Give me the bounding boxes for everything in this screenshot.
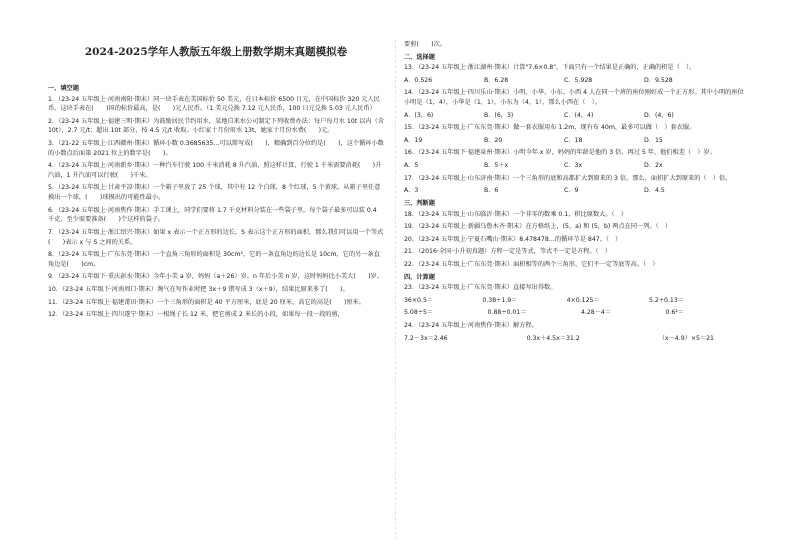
- section-heading-fill-blank: 一、填空题: [48, 85, 79, 92]
- equation-item: 7.2－3x＝2.46: [404, 334, 448, 342]
- calc-item: 5.08÷5＝: [404, 309, 434, 317]
- option-b: B．5＋x: [484, 162, 509, 170]
- right-column: [404, 40, 744, 346]
- option-c: C．5.928: [564, 76, 593, 84]
- question-16-options: [404, 161, 744, 171]
- option-b: B．20: [484, 136, 503, 144]
- column-divider: [395, 40, 396, 540]
- section-heading-true-false: 三、判断题: [404, 199, 435, 207]
- question-15: 15．（23-24 五年级上·广东东莞·期末）做一套衣服用布 1.2m，现有布 40m，最多可以做（ ）套衣服。: [404, 124, 696, 132]
- question-23-row-1: [404, 296, 744, 306]
- calc-item: 0.88÷0.01＝: [487, 309, 527, 317]
- question-9: 9．（23-24 五年级下·重庆彭水·期末）今年小美 a 岁，妈妈（a＋26）岁。n 年后小美 n 岁，这时妈妈比小美大( )岁。: [48, 273, 383, 281]
- calc-item: 5.2÷0.13＝: [648, 296, 684, 304]
- option-d: D．4.5: [644, 187, 665, 195]
- option-a: A．19: [404, 136, 423, 144]
- calc-item: 36×0.5＝: [404, 296, 434, 304]
- question-17-options: [404, 186, 744, 196]
- calc-item: 4×0.125＝: [566, 296, 600, 304]
- question-19: 19．（23-24 五年级上·新疆乌鲁木齐·期末）在方格纸上，(5，a) 和 (5，b) 两点在同一列。（ ）: [404, 223, 672, 231]
- option-c: C．(4，4): [564, 111, 594, 119]
- question-5: 5．（23-24 五年级上·甘肃平凉·期末）一个箱子里放了 25 个球，其中有 12 个白球，8 个红球，5 个黄球。从箱子里任意摸出一个球，( )球摸出的可能性最小。: [48, 184, 381, 202]
- question-13-options: [404, 76, 744, 86]
- question-22: 22．（23-24 五年级上·广东东莞·期末）面积相等的两个三角形，它们不一定等底等高。（ ）: [404, 260, 659, 268]
- option-c: C．3x: [564, 162, 583, 170]
- question-17: 17．（23-24 五年级上·山东济南·期末）一个三角形的底和高都扩大到原来的 3 倍，那么，面积扩大到原来的（ ）倍。: [404, 174, 732, 182]
- option-c: C．18: [564, 136, 583, 144]
- question-24-equations: [404, 334, 744, 344]
- calc-item: 4.28－4＝: [580, 309, 612, 317]
- question-12-continued: 要剪( )次。: [404, 41, 446, 48]
- option-a: A．5: [404, 162, 419, 170]
- question-7: 7．（23-24 五年级上·浙江绍兴·期末）如果 x 表示一个正方形的边长，S 表示这个正方形的面积，那么我们可以用一个等式( )表示 x 与 S 之间的关系。: [48, 228, 384, 246]
- question-1: 1．（23-24 五年级上·河南南阳·期末）同一块手表在美国标价 50 美元，在日本标价 6500 日元，在中国标价 320 元人民币。这块手表在( )国的标价最高，是( )元人民币。（1 美元兑换 7.12 元人民币，100 日元兑换 5.03 元人民币）: [48, 95, 380, 113]
- left-column: [48, 82, 384, 323]
- question-10: 10．（23-24 五年级下·河南周口·期末）淘气在写作业时把 3x＋9 错写成 3（x＋9），结果比原来多了( )。: [48, 285, 349, 293]
- calc-item: 0.38÷1.9＝: [482, 296, 518, 304]
- question-4: 4．（23-24 五年级上·河南新乡·期末）一种汽车行驶 100 千米消耗 8 升汽油，照这样计算，行驶 1 千米需要消耗( )升汽油，1 升汽油可以行驶( )千米。: [48, 162, 382, 179]
- question-23: 23．（23-24 五年级上·广东东莞·期末）直接写出得数。: [404, 284, 557, 292]
- question-16: 16．（23-24 五年级下·福建泉州·期末）小明今年 x 岁，妈妈的年龄是他的 3 倍，再过 5 年，他们相差（ ）岁。: [404, 149, 716, 157]
- equation-item: 0.3x＋4.5x＝31.2: [526, 334, 580, 342]
- page-title: 2024-2025学年人教版五年级上册数学期末真题模拟卷: [84, 46, 348, 58]
- question-11: 11．（23-24 五年级上·福建莆田·期末）一个三角形的面积是 40 平方厘米，底是 20 厘米，高它的高是( )厘米。: [48, 298, 365, 306]
- question-23-row-2: [404, 308, 744, 318]
- option-b: B．(6，3): [484, 111, 514, 119]
- section-heading-calculation: 四、计算题: [404, 273, 435, 281]
- question-12: 12．（23-24 五年级上·四川遂宁·期末）一根绳子长 12 米，把它剪成 2 米长的小段，如果每一段一段的剪，: [48, 311, 344, 319]
- question-24: 24．（23-24 五年级上·河南焦作·期末）解方程。: [404, 322, 538, 330]
- option-b: B．6.28: [484, 76, 509, 84]
- option-d: D．9.528: [644, 76, 673, 84]
- question-15-options: [404, 136, 744, 146]
- question-21: 21．（2016·全国·小升初真题）方程一定是等式，等式不一定是方程。（ ）: [404, 248, 611, 256]
- option-a: A．0.526: [404, 76, 433, 84]
- option-d: D．(4，6): [644, 111, 674, 119]
- calc-item: 0.6²＝: [665, 309, 684, 317]
- question-14-options: [404, 111, 744, 121]
- option-a: A．(3，6): [404, 111, 434, 119]
- question-3: 3．（21-22 五年级上·江西赣州·期末）循环小数 0.3685635…可以简写成( )，精确到百分位约是( )，这个循环小数的小数点后面第 2021 位上的数字是( )。: [48, 140, 384, 157]
- question-14: 14．（23-24 五年级上·四川乐山·期末）小明、小华、小东、小西 4 人在同一个班的座位刚好成一个正方形。其中小明的座位小明是（1，4），小华是（1，1），小东为（4，1），那么小西在（ ）。: [404, 89, 744, 107]
- question-2: 2．（23-24 五年级上·福建三明·期末）为鼓励居民节约用水，某地自来水公司制定下列收费办法：每户每月水 10t 以内（含 10t），2.7 元/t；超出 10t 部分，按 4.5 元/t 收取。小红家十月份用水 13t，她家十月份水费( )元。: [48, 117, 384, 135]
- question-13: 13．（23-24 五年级上·浙江湖州·期末）计算"7.6×0.8"，下面只有一个结果是正确的，正确的积是（ ）。: [404, 64, 696, 72]
- question-6: 6．（23-24 五年级上·河南焦作·期末）手工课上，同学们要将 1.7 千克材料分装在一些袋子里，每个袋子最多可以装 0.4 千克，至少需要准备( )个这样的袋子。: [48, 206, 377, 224]
- option-c: C．9: [564, 187, 579, 195]
- option-a: A．3: [404, 187, 419, 195]
- equation-item: （x－4.9）×5＝21: [658, 334, 714, 342]
- question-18: 18．（23-24 五年级上·山东临沂·期末）一个非零的数乘 0.1，积比原数大。（ ）: [404, 210, 627, 218]
- option-b: B．6: [484, 187, 499, 195]
- question-8: 8．（23-24 五年级上·广东东莞·期末）一个直角三角形的面积是 30cm²，它的一条直角边的边长是 10cm，它的另一条直角边是( )cm。: [48, 251, 380, 268]
- option-d: D．15: [644, 136, 663, 144]
- question-20: 20．（23-24 五年级上·宁夏石嘴山·期末）8.478478…的循环节是 847。（ ）: [404, 235, 622, 243]
- section-heading-choice: 二、选择题: [404, 53, 435, 61]
- option-d: D．2x: [644, 162, 663, 170]
